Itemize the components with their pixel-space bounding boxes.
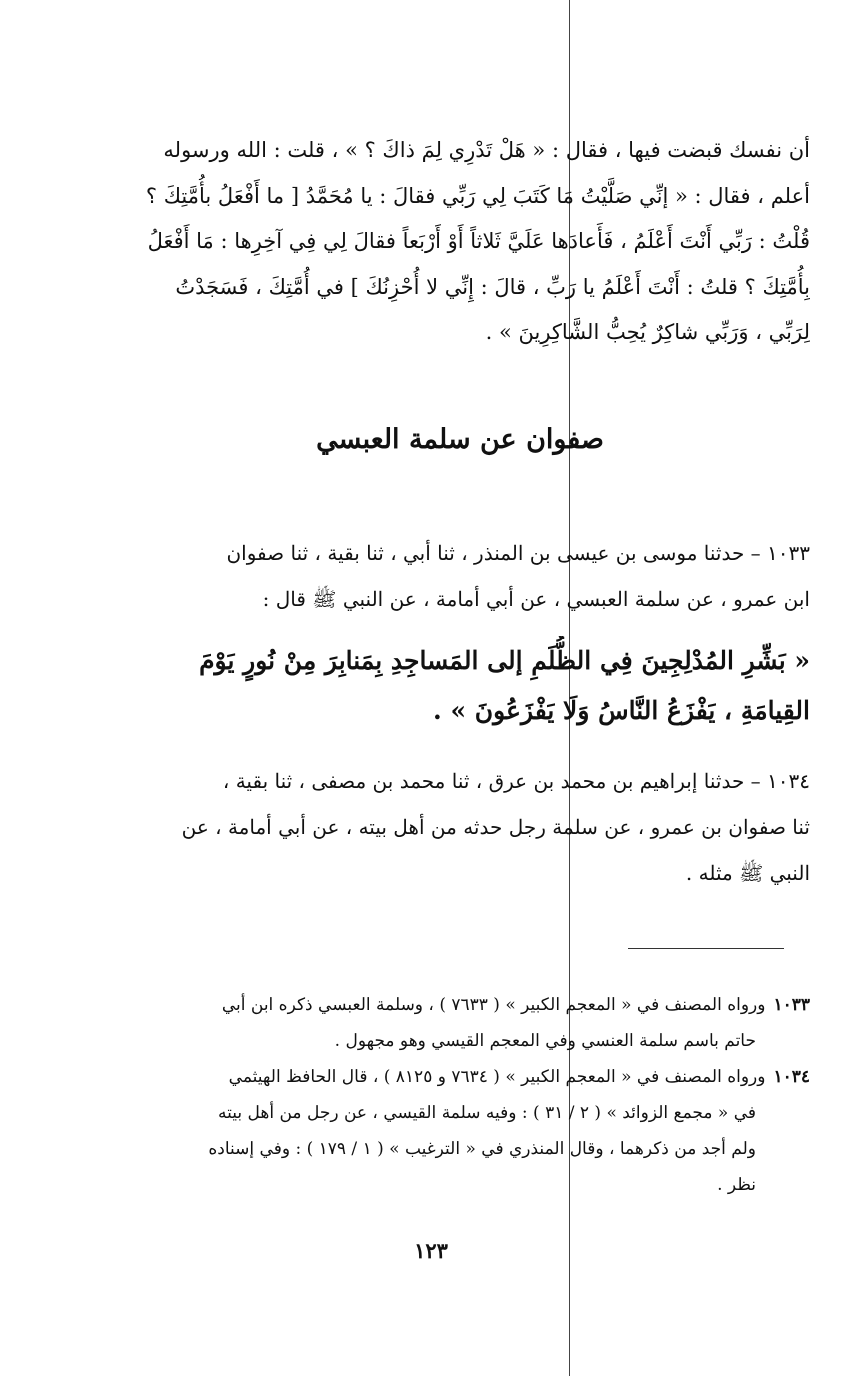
footnote-line: نظر . bbox=[717, 1175, 756, 1195]
text-line: ابن عمرو ، عن سلمة العبسي ، عن أبي أمامة ، عن النبي ﷺ قال : bbox=[262, 587, 810, 611]
text-line: النبي ﷺ مثله . bbox=[685, 861, 810, 885]
text-line: ١٠٣٤ – حدثنا إبراهيم بن محمد بن عرق ، ثنا محمد بن مصفى ، ثنا بقية ، bbox=[222, 769, 810, 793]
footnote-line bbox=[110, 987, 810, 1023]
text-line: أن نفسك قبضت فيها ، فقال : « هَلْ تَدْرِي لِمَ ذاكَ ؟ » ، قلت : الله ورسوله bbox=[163, 138, 810, 162]
footnote-divider bbox=[628, 948, 784, 949]
text-line: « بَشِّرِ المُدْلِجِينَ فِي الظُّلَمِ إلى المَساجِدِ بِمَنابِرَ مِنْ نُورٍ يَوْمَ bbox=[199, 646, 810, 675]
footnote-line: ولم أجد من ذكرهما ، وقال المنذري في « الترغيب » ( ١ / ١٧٩ ) : وفي إسناده bbox=[208, 1139, 756, 1159]
section-heading: صفوان عن سلمة العبسي bbox=[316, 424, 604, 455]
text-line: بِأُمَّتِكَ ؟ قلتُ : أَنْتَ أَعْلَمُ يا رَبِّ ، قالَ : إِنِّي لا أُحْزِنُكَ ] في أُمَّتِكَ ، فَسَجَدْتُ bbox=[175, 274, 810, 299]
footnote-line: في « مجمع الزوائد » ( ٢ / ٣١ ) : وفيه سلمة القيسي ، عن رجل من أهل بيته bbox=[218, 1103, 756, 1123]
footnote-text: ورواه المصنف في « المعجم الكبير » ( ٧٦٣٣ ) ، وسلمة العبسي ذكره ابن أبي bbox=[221, 995, 766, 1015]
footnote-line bbox=[110, 1059, 810, 1095]
footnote-line: حاتم باسم سلمة العنسي وفي المعجم القيسي وهو مجهول . bbox=[334, 1031, 756, 1051]
footnote-number: ١٠٣٤ bbox=[773, 1067, 810, 1087]
text-line: لِرَبِّي ، وَرَبِّي شاكِرٌ يُحِبُّ الشَّاكِرِينَ » . bbox=[485, 320, 810, 344]
text-line: ثنا صفوان بن عمرو ، عن سلمة رجل حدثه من أهل بيته ، عن أبي أمامة ، عن bbox=[181, 815, 810, 839]
intro-paragraph bbox=[110, 128, 810, 356]
footnote-text: ورواه المصنف في « المعجم الكبير » ( ٧٦٣٤ و ٨١٢٥ ) ، قال الحافظ الهيثمي bbox=[228, 1067, 766, 1087]
hadith-quote bbox=[110, 636, 810, 736]
text-line: القِيامَةِ ، يَفْزَعُ النَّاسُ وَلَا يَفْزَعُونَ » . bbox=[433, 696, 810, 725]
text-line: ١٠٣٣ – حدثنا موسى بن عيسى بن المنذر ، ثنا أبي ، ثنا بقية ، ثنا صفوان bbox=[226, 541, 810, 565]
footnotes bbox=[110, 987, 810, 1203]
footnote-number: ١٠٣٣ bbox=[773, 995, 810, 1015]
hadith-1033 bbox=[110, 530, 810, 622]
page-number: ١٢٣ bbox=[414, 1238, 448, 1263]
text-line: أعلم ، فقال : « إنِّي صَلَّيْتُ مَا كَتَبَ لِي رَبِّي فقالَ : يا مُحَمَّدُ [ ما أَفْعَلُ بأُمَّتِكَ ؟ bbox=[145, 183, 810, 208]
hadith-1034 bbox=[110, 758, 810, 896]
text-line: قُلْتُ : رَبِّي أَنْتَ أَعْلَمُ ، فَأَعادَها عَلَيَّ ثَلاثاً أَوْ أَرْبَعاً فقالَ لِي فِي آخِرِها : مَا أَفْعَلُ bbox=[147, 229, 810, 253]
